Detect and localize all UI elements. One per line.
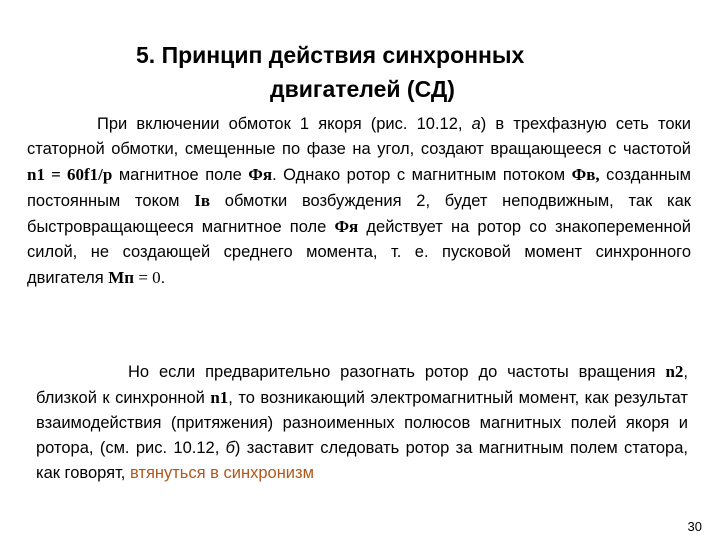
p1-formula-frequency: n1 = 60f1/p (27, 165, 113, 184)
p1-symbol-flux-armature-2: Фя (334, 217, 359, 236)
p1-text: ) в трехфазную сеть токи статорной обмотки, смещенные по фазе на угол, создают вращающееся с частотой (27, 115, 691, 158)
p2-symbol-n2: n2 (665, 362, 684, 381)
p1-text: магнитное поле (112, 166, 249, 184)
p2-text: , то возникающий электромагнитный момент, как результат взаимодействия (притяжения) разноименных полюсов магнитных полей якоря и ротора, (см. рис. 10.12, (36, 389, 688, 457)
p1-text: . Однако ротор с магнитным потоком (272, 166, 572, 184)
p1-symbol-current: Iв (194, 191, 211, 210)
p1-text: При включении обмоток 1 якоря (рис. 10.12, (97, 115, 472, 133)
paragraph-1 (27, 112, 691, 291)
paragraph-2 (36, 359, 688, 486)
page-number: 30 (687, 519, 702, 534)
p1-formula-zero: = 0 (134, 268, 161, 287)
p1-text: созданным постоянным током (27, 166, 692, 210)
p1-text: . (160, 269, 166, 287)
p1-symbol-flux-excitation: Фв, (571, 165, 600, 184)
p2-symbol-n1: n1 (210, 388, 229, 407)
p2-highlight-sync: втянуться в синхронизм (129, 464, 314, 482)
p2-fig-letter: б (225, 439, 235, 457)
p2-text: ) заставит следовать ротор за магнитным полем статора, как говорят, (36, 439, 688, 482)
p2-text: Но если предварительно разогнать ротор до частоты вращения (128, 363, 666, 381)
p1-symbol-flux-armature: Фя (248, 165, 273, 184)
p2-text: , близкой к синхронной (36, 363, 688, 407)
p1-text: действует на ротор со знакопеременной силой, не создающей среднего момента, т. е. пусковой момент синхронного двигателя (27, 218, 691, 287)
p1-text: обмотки возбуждения 2, будет неподвижным, так как быстровращающееся магнитное поле (27, 192, 691, 236)
slide-title-line-2: двигателей (СД) (270, 76, 455, 102)
p1-symbol-starting-torque: Мп (108, 268, 135, 287)
slide-title (96, 38, 656, 106)
p1-fig-letter: а (471, 115, 481, 133)
slide-title-line-1: 5. Принцип действия синхронных (136, 42, 525, 68)
